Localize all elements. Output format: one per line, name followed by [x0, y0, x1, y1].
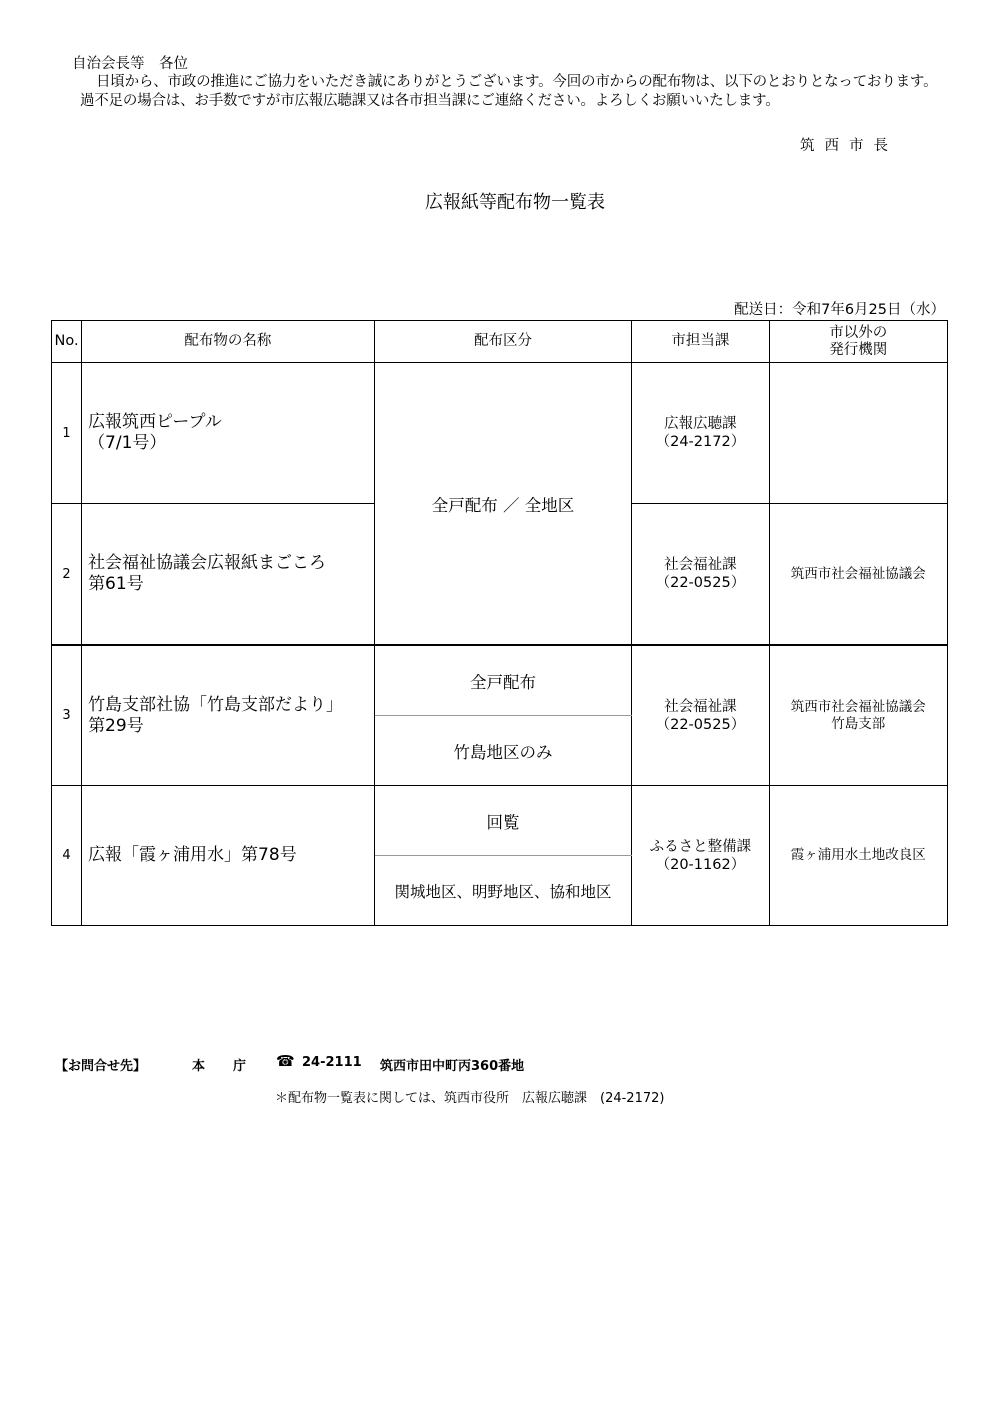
row-no: 2	[52, 504, 82, 646]
row-name	[82, 504, 375, 646]
row-dept-phone: （20-1162）	[655, 856, 746, 873]
header-dept: 市担当課	[632, 321, 769, 363]
row-dept	[632, 645, 769, 786]
row-dept-phone: （24-2172）	[655, 434, 746, 450]
header-org-line1: 市以外の	[829, 324, 888, 341]
row-name-line1: 広報「霞ヶ浦用水」第78号	[88, 845, 297, 865]
row-no: 3	[52, 645, 82, 786]
row-no: 4	[52, 786, 82, 926]
row-dept	[632, 504, 769, 646]
row-dept-name: 社会福祉課	[664, 557, 737, 573]
row-dept	[632, 786, 769, 926]
row-org	[769, 645, 947, 786]
row-name	[82, 786, 375, 926]
contact-phone: 24-2111	[302, 1055, 362, 1070]
row-org-line2: 竹島支部	[831, 715, 886, 732]
row-name-line2: 第61号	[88, 574, 144, 594]
row-org: 筑西市社会福祉協議会	[769, 504, 947, 646]
header-org-line2: 発行機関	[829, 341, 888, 358]
contact-label: 【お問合せ先】	[55, 1059, 147, 1074]
row-dept-phone: （22-0525）	[655, 716, 746, 733]
header-name: 配布物の名称	[82, 321, 375, 363]
row-dept	[632, 363, 769, 504]
distribution-table	[51, 320, 948, 926]
table-row	[52, 645, 948, 716]
row-name-line1: 社会福祉協議会広報紙まごころ	[88, 553, 327, 573]
header-org	[769, 321, 947, 363]
contact-office: 本庁	[192, 1059, 275, 1074]
page-title: 広報紙等配布物一覧表	[425, 192, 605, 213]
row-name-line1: 竹島支部社協「竹島支部だより」	[88, 694, 344, 715]
header-no: No.	[52, 321, 82, 363]
row-area-top: 全戸配布	[374, 645, 632, 716]
row-dept-phone: （22-0525）	[655, 575, 746, 591]
contact-address: 筑西市田中町丙360番地	[380, 1059, 525, 1074]
greeting-body: 日頃から、市政の推進にご協力をいただき誠にありがとうございます。今回の市からの配布物は、以下のとおりとなっております。過不足の場合は、お手数ですが市広報広聴課又は各市担当課にご連絡ください。よろしくお願いいたします。	[80, 74, 938, 109]
row-name-line2: （7/1号）	[88, 433, 167, 453]
row-area-bottom: 関城地区、明野地区、協和地区	[374, 856, 632, 926]
row-dept-name: ふるさと整備課	[649, 838, 752, 855]
greeting-recipient: 自治会長等 各位	[72, 56, 188, 72]
phone-icon: ☎	[276, 1052, 295, 1070]
row-name-line1: 広報筑西ピープル	[88, 412, 222, 432]
row-no: 1	[52, 363, 82, 504]
footnote: ＊配布物一覧表に関しては、筑西市役所 広報広聴課 (24-2172)	[275, 1091, 665, 1106]
row-org	[769, 363, 947, 504]
signature: 筑西市長	[800, 138, 898, 154]
table-header-row	[52, 321, 948, 363]
delivery-date: 配送日：令和7年6月25日（水）	[734, 302, 945, 318]
table-row	[52, 786, 948, 856]
row-area-bottom: 竹島地区のみ	[374, 716, 632, 786]
table-row	[52, 363, 948, 504]
row-name-line2: 第29号	[88, 715, 144, 736]
row-org: 霞ヶ浦用水土地改良区	[769, 786, 947, 926]
row-dept-name: 社会福祉課	[664, 698, 737, 715]
row-org-line1: 筑西市社会福祉協議会	[790, 698, 926, 715]
row-area-shared: 全戸配布 ／ 全地区	[374, 363, 632, 646]
row-area-top: 回覧	[374, 786, 632, 856]
row-name	[82, 363, 375, 504]
header-area: 配布区分	[374, 321, 632, 363]
row-dept-name: 広報広聴課	[664, 416, 737, 432]
row-name	[82, 645, 375, 786]
